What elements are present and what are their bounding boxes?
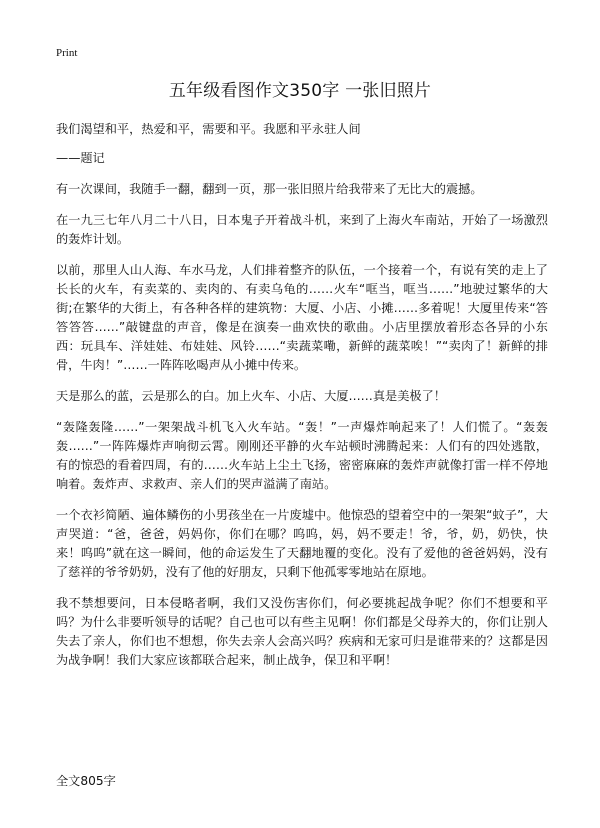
- paragraph-5: “轰隆轰隆……”一架架战斗机飞入火车站。“轰！”一声爆炸响起来了！人们慌了。“轰轰轰……”一阵阵爆炸声响彻云霄。刚刚还平静的火车站顿时沸腾起来：人们有的四处逃散，有的惊恐的看着四周，有的……火车站上尘土飞扬，密密麻麻的轰炸声就像打雷一样不停地响着。轰炸声、求救声、亲人们的哭声溢满了南站。: [56, 420, 548, 491]
- word-count: 全文805字: [56, 774, 116, 788]
- paragraph-6: 一个衣衫简陋、遍体鳞伤的小男孩坐在一片废墟中。他惊恐的望着空中的一架架“蚊子”，大声哭道：“爸，爸爸，妈妈你，你们在哪？呜呜，妈，妈不要走！爷，爷，奶，奶快，快来！呜呜”就在这一瞬间，他的命运发生了天翻地覆的变化。没有了爱他的爸爸妈妈，没有了慈祥的爷爷奶奶，没有了他的好朋友，只剩下他孤零零地站在原地。: [56, 508, 548, 579]
- print-link[interactable]: Print: [56, 47, 78, 59]
- paragraph-3: 以前，那里人山人海、车水马龙，人们排着整齐的队伍，一个接着一个，有说有笑的走上了长长的火车，有卖菜的、卖肉的、有卖乌龟的……火车“哐当，哐当……”地驶过繁华的大街;在繁华的大街上，有各种各样的建筑物：大厦、小店、小摊……多着呢！大厦里传来“答答答答……”敲键盘的声音，像是在演奏一曲欢快的歌曲。小店里摆放着形态各异的小东西：玩具车、洋娃娃、布娃娃、风铃……“卖蔬菜嘞，新鲜的蔬菜唉！”“卖肉了！新鲜的排骨，牛肉！”……一阵阵吆喝声从小摊中传来。: [56, 263, 548, 372]
- epigraph: 我们渴望和平，热爱和平，需要和平。我愿和平永驻人间: [56, 122, 361, 136]
- article-body: [56, 120, 548, 682]
- paragraph-7: 我不禁想要问，日本侵略者啊，我们又没伤害你们，何必要挑起战争呢？你们不想要和平吗？为什么非要听领导的话呢？自己也可以有些主见啊！你们都是父母养大的，你们让别人失去了亲人，你们也不想想，你失去亲人会高兴吗？疾病和无家可归是谁带来的？这都是因为战争啊！我们大家应该都联合起来，制止战争，保卫和平啊！: [56, 596, 548, 667]
- paragraph-4: 天是那么的蓝，云是那么的白。加上火车、小店、大厦……真是美极了！: [56, 389, 446, 403]
- paragraph-1: 有一次课间，我随手一翻，翻到一页，那一张旧照片给我带来了无比大的震撼。: [56, 182, 483, 196]
- paragraph-2: 在一九三七年八月二十八日，日本鬼子开着战斗机，来到了上海火车南站，开始了一场激烈的轰炸计划。: [56, 213, 548, 246]
- article-title: 五年级看图作文350字 一张旧照片: [168, 81, 432, 101]
- epigraph-source: ——题记: [56, 151, 105, 165]
